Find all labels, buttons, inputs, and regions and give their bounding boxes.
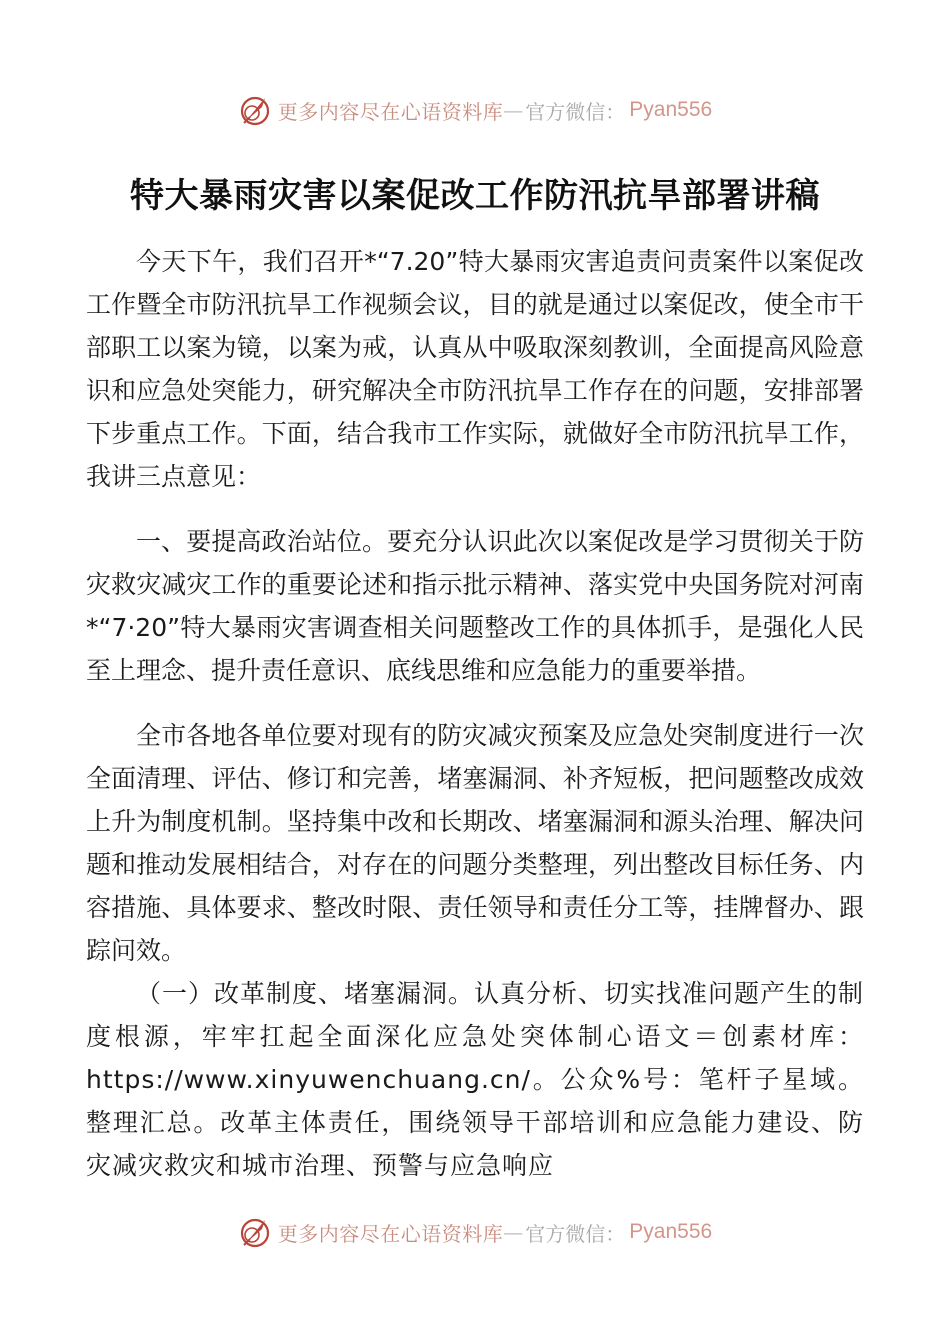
- document-body: [86, 240, 864, 1187]
- header-banner: [0, 90, 950, 130]
- banner-wechat-id: Pyan556: [629, 98, 713, 121]
- banner-library-text: 更多内容尽在心语资料库: [277, 1221, 504, 1246]
- paragraph-rectification: 全市各地各单位要对现有的防灾减灾预案及应急处突制度进行一次全面清理、评估、修订和完善，堵塞漏洞、补齐短板，把问题整改成效上升为制度机制。坚持集中改和长期改、堵塞漏洞和源头治理、解决问题和推动发展相结合，对存在的问题分类整理，列出整改目标任务、内容措施、具体要求、整改时限、责任领导和责任分工等，挂牌督办、跟踪问效。: [86, 721, 864, 965]
- banner-wechat-label: 官方微信：: [525, 99, 626, 124]
- banner-separator: —: [503, 98, 524, 122]
- quill-logo-icon: [238, 1215, 272, 1249]
- paragraph-section-one: 一、要提高政治站位。要充分认识此次以案促改是学习贯彻关于防灾救灾减灾工作的重要论述和指示批示精神、落实党中央国务院对河南*“7·20”特大暴雨灾害调查相关问题整改工作的具体抓手，是强化人民至上理念、提升责任意识、底线思维和应急能力的重要举措。: [86, 527, 864, 685]
- banner-wechat-label: 官方微信：: [525, 1221, 626, 1246]
- banner-wechat-id: Pyan556: [629, 1220, 713, 1243]
- banner-library-text: 更多内容尽在心语资料库: [277, 99, 504, 124]
- paragraph-intro: 今天下午，我们召开*“7.20”特大暴雨灾害追责问责案件以案促改工作暨全市防汛抗旱工作视频会议，目的就是通过以案促改，使全市干部职工以案为镜，以案为戒，认真从中吸取深刻教训，全面提高风险意识和应急处突能力，研究解决全市防汛抗旱工作存在的问题，安排部署下步重点工作。下面，结合我市工作实际，就做好全市防汛抗旱工作，我讲三点意见：: [86, 247, 864, 491]
- footer-banner: [0, 1212, 950, 1252]
- banner-separator: —: [503, 1220, 524, 1244]
- quill-logo-icon: [238, 93, 272, 127]
- document-title: 特大暴雨灾害以案促改工作防汛抗旱部署讲稿: [130, 176, 820, 216]
- paragraph-subsection-one: （一）改革制度、堵塞漏洞。认真分析、切实找准问题产生的制度根源，牢牢扛起全面深化应急处突体制心语文＝创素材库：https://www.xinyuwenchuang.cn/。公众%号：笔杆子星域。整理汇总。改革主体责任，围绕领导干部培训和应急能力建设、防灾减灾救灾和城市治理、预警与应急响应: [86, 979, 865, 1180]
